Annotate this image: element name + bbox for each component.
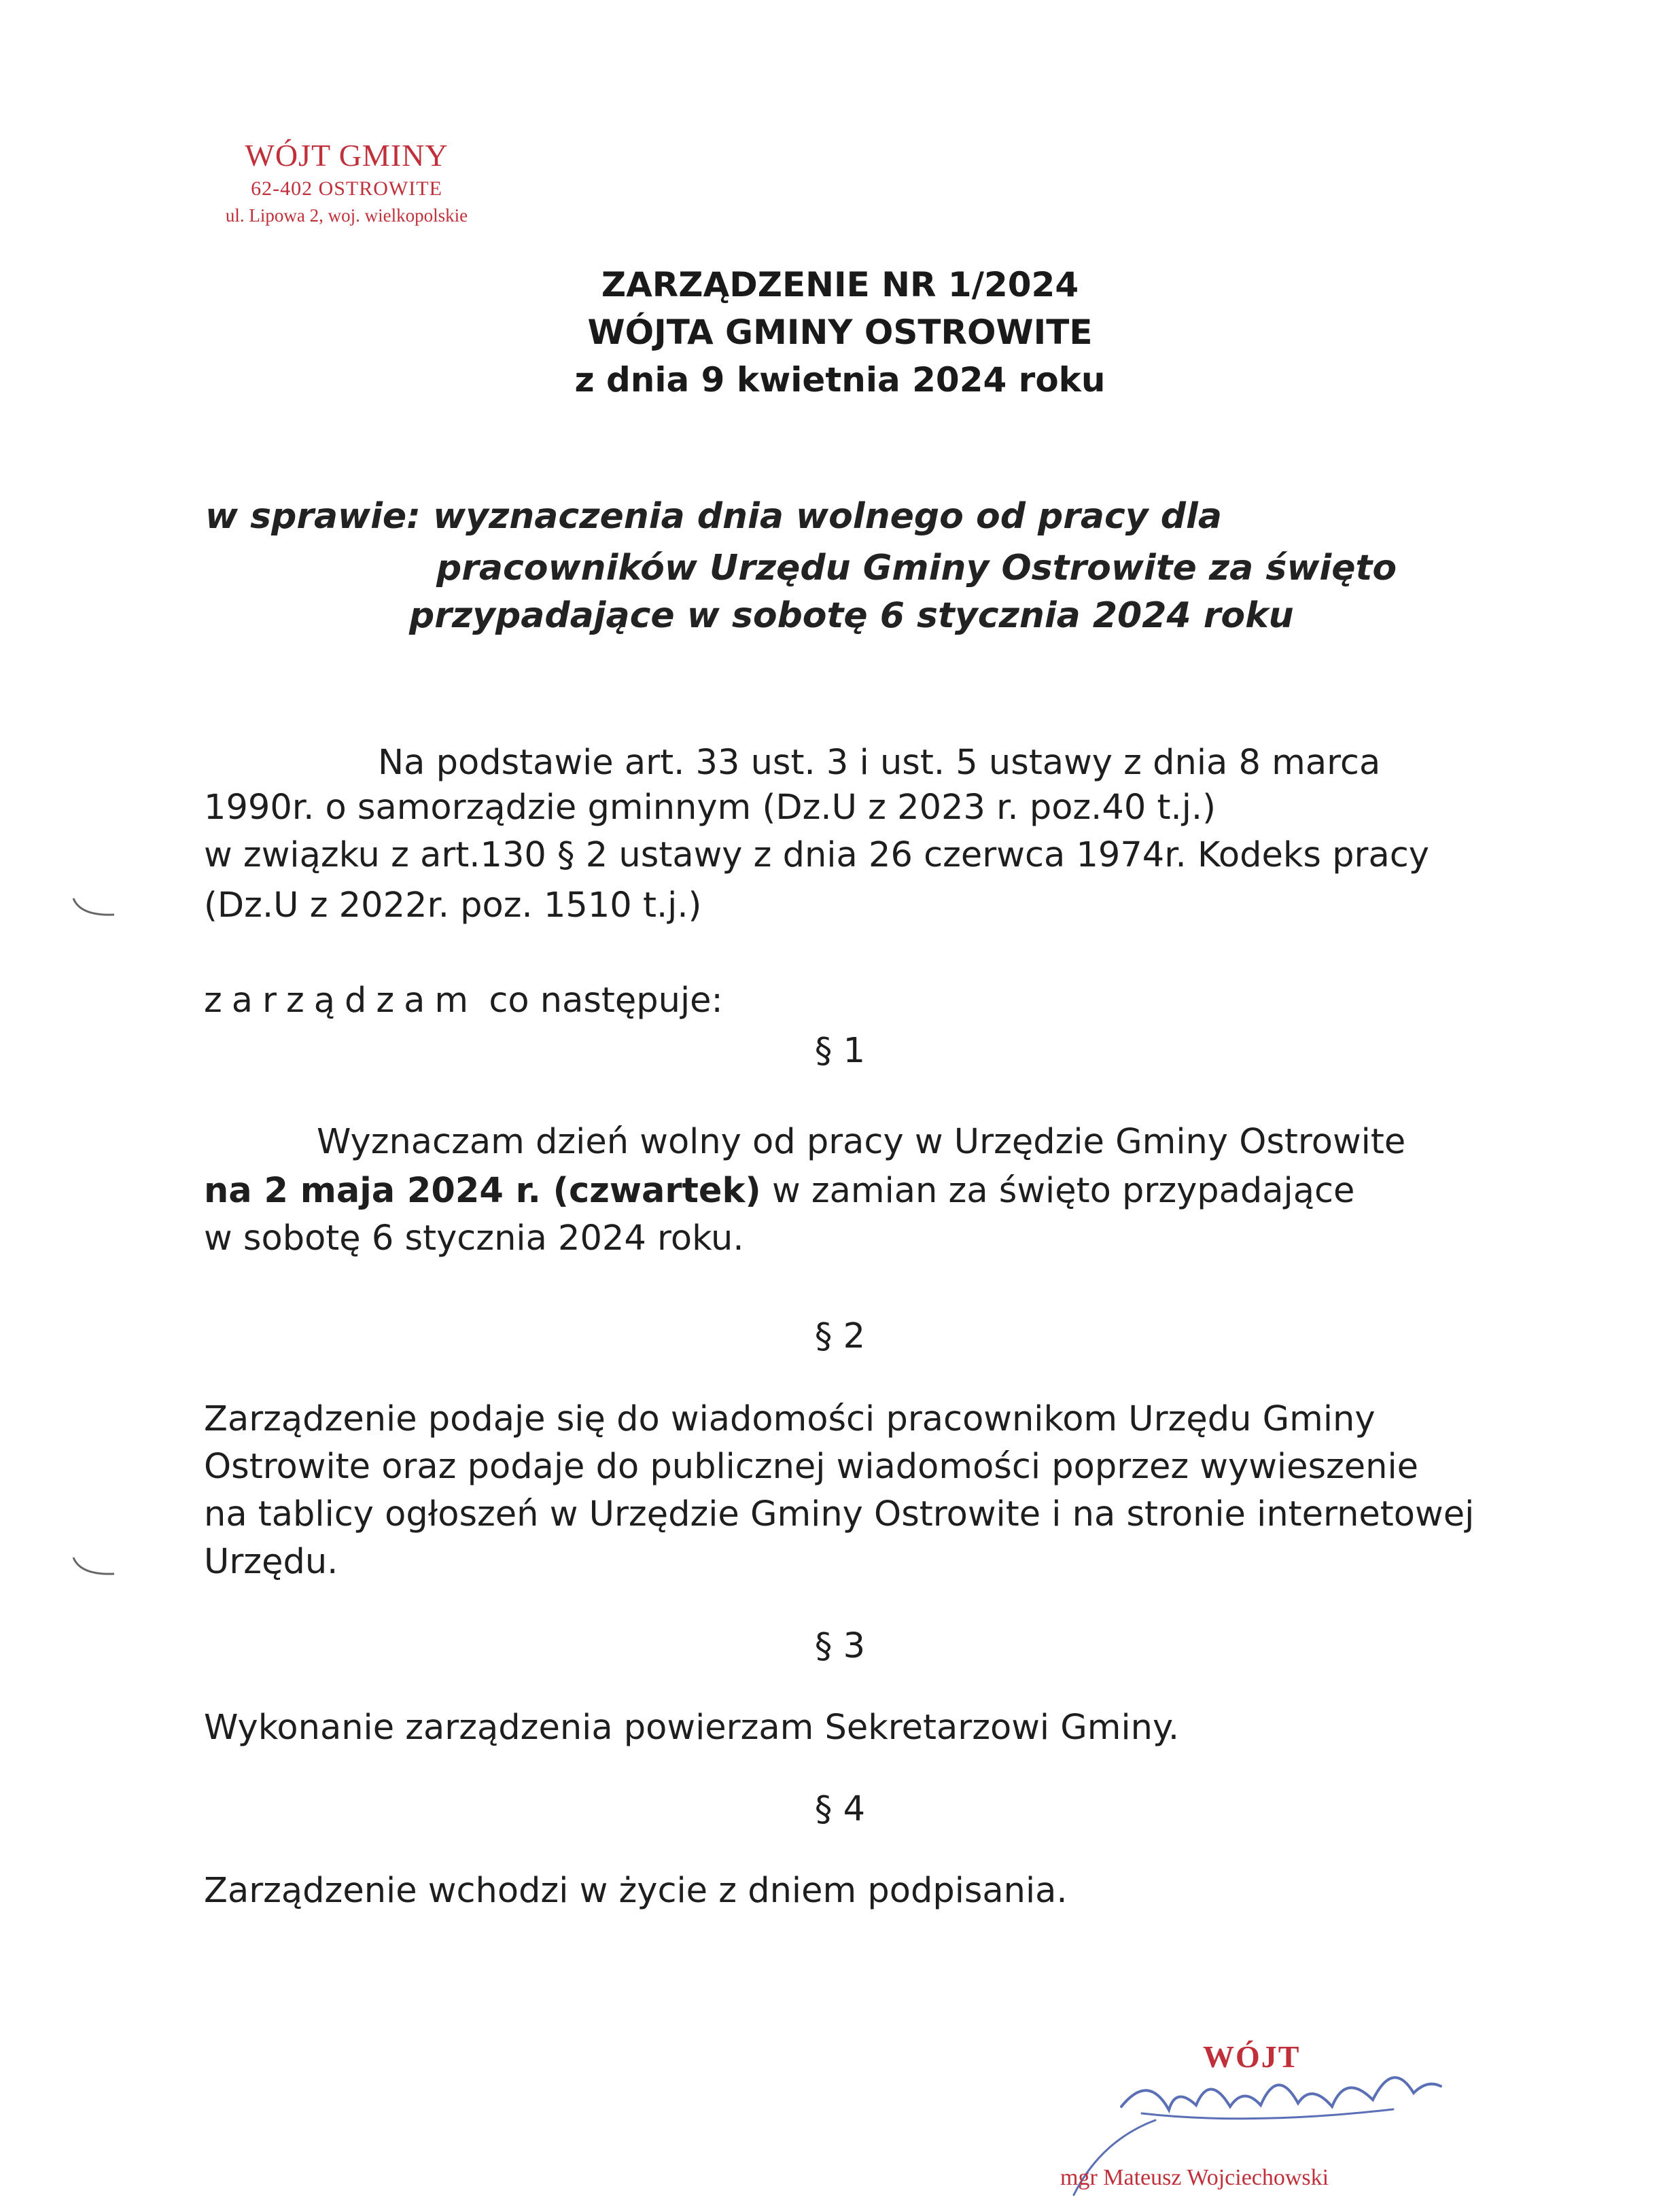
punch-mark-icon [68, 896, 122, 923]
section-2-line-4: Urzędu. [204, 1542, 338, 1582]
order-rest: co następuje: [489, 981, 723, 1021]
order-word: zarządzam [204, 981, 478, 1021]
section-1-date-bold: na 2 maja 2024 r. (czwartek) [204, 1171, 761, 1211]
signature-title: WÓJT [1203, 2039, 1301, 2074]
section-1-line-2 [204, 1169, 1354, 1214]
section-4-line-1: Zarządzenie wchodzi w życie z dniem podpisania. [204, 1871, 1068, 1911]
heading-line-3: z dnia 9 kwietnia 2024 roku [574, 360, 1106, 400]
basis-line-1: Na podstawie art. 33 ust. 3 i ust. 5 ustawy z dnia 8 marca [378, 743, 1381, 783]
section-1-line-3: w sobotę 6 stycznia 2024 roku. [204, 1218, 744, 1259]
section-2-line-2: Ostrowite oraz podaje do publicznej wiadomości poprzez wywieszenie [204, 1447, 1419, 1487]
section-2-line-3: na tablicy ogłoszeń w Urzędzie Gminy Ostrowite i na stronie internetowej [204, 1494, 1475, 1534]
heading-line-2: WÓJTA GMINY OSTROWITE [587, 313, 1093, 352]
section-3-line-1: Wykonanie zarządzenia powierzam Sekretarzowi Gminy. [204, 1708, 1180, 1748]
punch-mark-icon [68, 1555, 122, 1582]
stamp-line-3: ul. Lipowa 2, woj. wielkopolskie [225, 205, 468, 226]
section-1-line-2-rest: w zamian za święto przypadające [760, 1171, 1355, 1211]
stamp-line-1: WÓJT GMINY [245, 138, 449, 173]
office-stamp [177, 136, 517, 228]
section-1-line-1: Wyznaczam dzień wolny od pracy w Urzędzie Gminy Ostrowite [317, 1122, 1406, 1162]
document-heading [0, 261, 1680, 404]
heading-line-1: ZARZĄDZENIE NR 1/2024 [601, 265, 1079, 304]
subject-line-2: pracowników Urzędu Gminy Ostrowite za święto [436, 548, 1397, 588]
subject-line-1: w sprawie: wyznaczenia dnia wolnego od pracy dla [205, 496, 1222, 537]
stamp-line-2: 62-402 OSTROWITE [251, 177, 442, 200]
section-1-label: § 1 [814, 1031, 866, 1071]
signature-name: mgr Mateusz Wojciechowski [1060, 2165, 1329, 2190]
section-4-label: § 4 [814, 1789, 866, 1829]
order-line [204, 979, 723, 1023]
section-3-label: § 3 [814, 1626, 866, 1666]
subject-line-3: przypadające w sobotę 6 stycznia 2024 roku [409, 595, 1294, 636]
basis-line-3: w związku z art.130 § 2 ustawy z dnia 26 czerwca 1974r. Kodeks pracy [204, 835, 1429, 875]
basis-line-4: (Dz.U z 2022r. poz. 1510 t.j.) [204, 885, 702, 926]
section-2-label: § 2 [814, 1316, 866, 1356]
section-2-line-1: Zarządzenie podaje się do wiadomości pracownikom Urzędu Gminy [204, 1399, 1376, 1439]
basis-line-2: 1990r. o samorządzie gminnym (Dz.U z 2023 r. poz.40 t.j.) [204, 788, 1216, 828]
